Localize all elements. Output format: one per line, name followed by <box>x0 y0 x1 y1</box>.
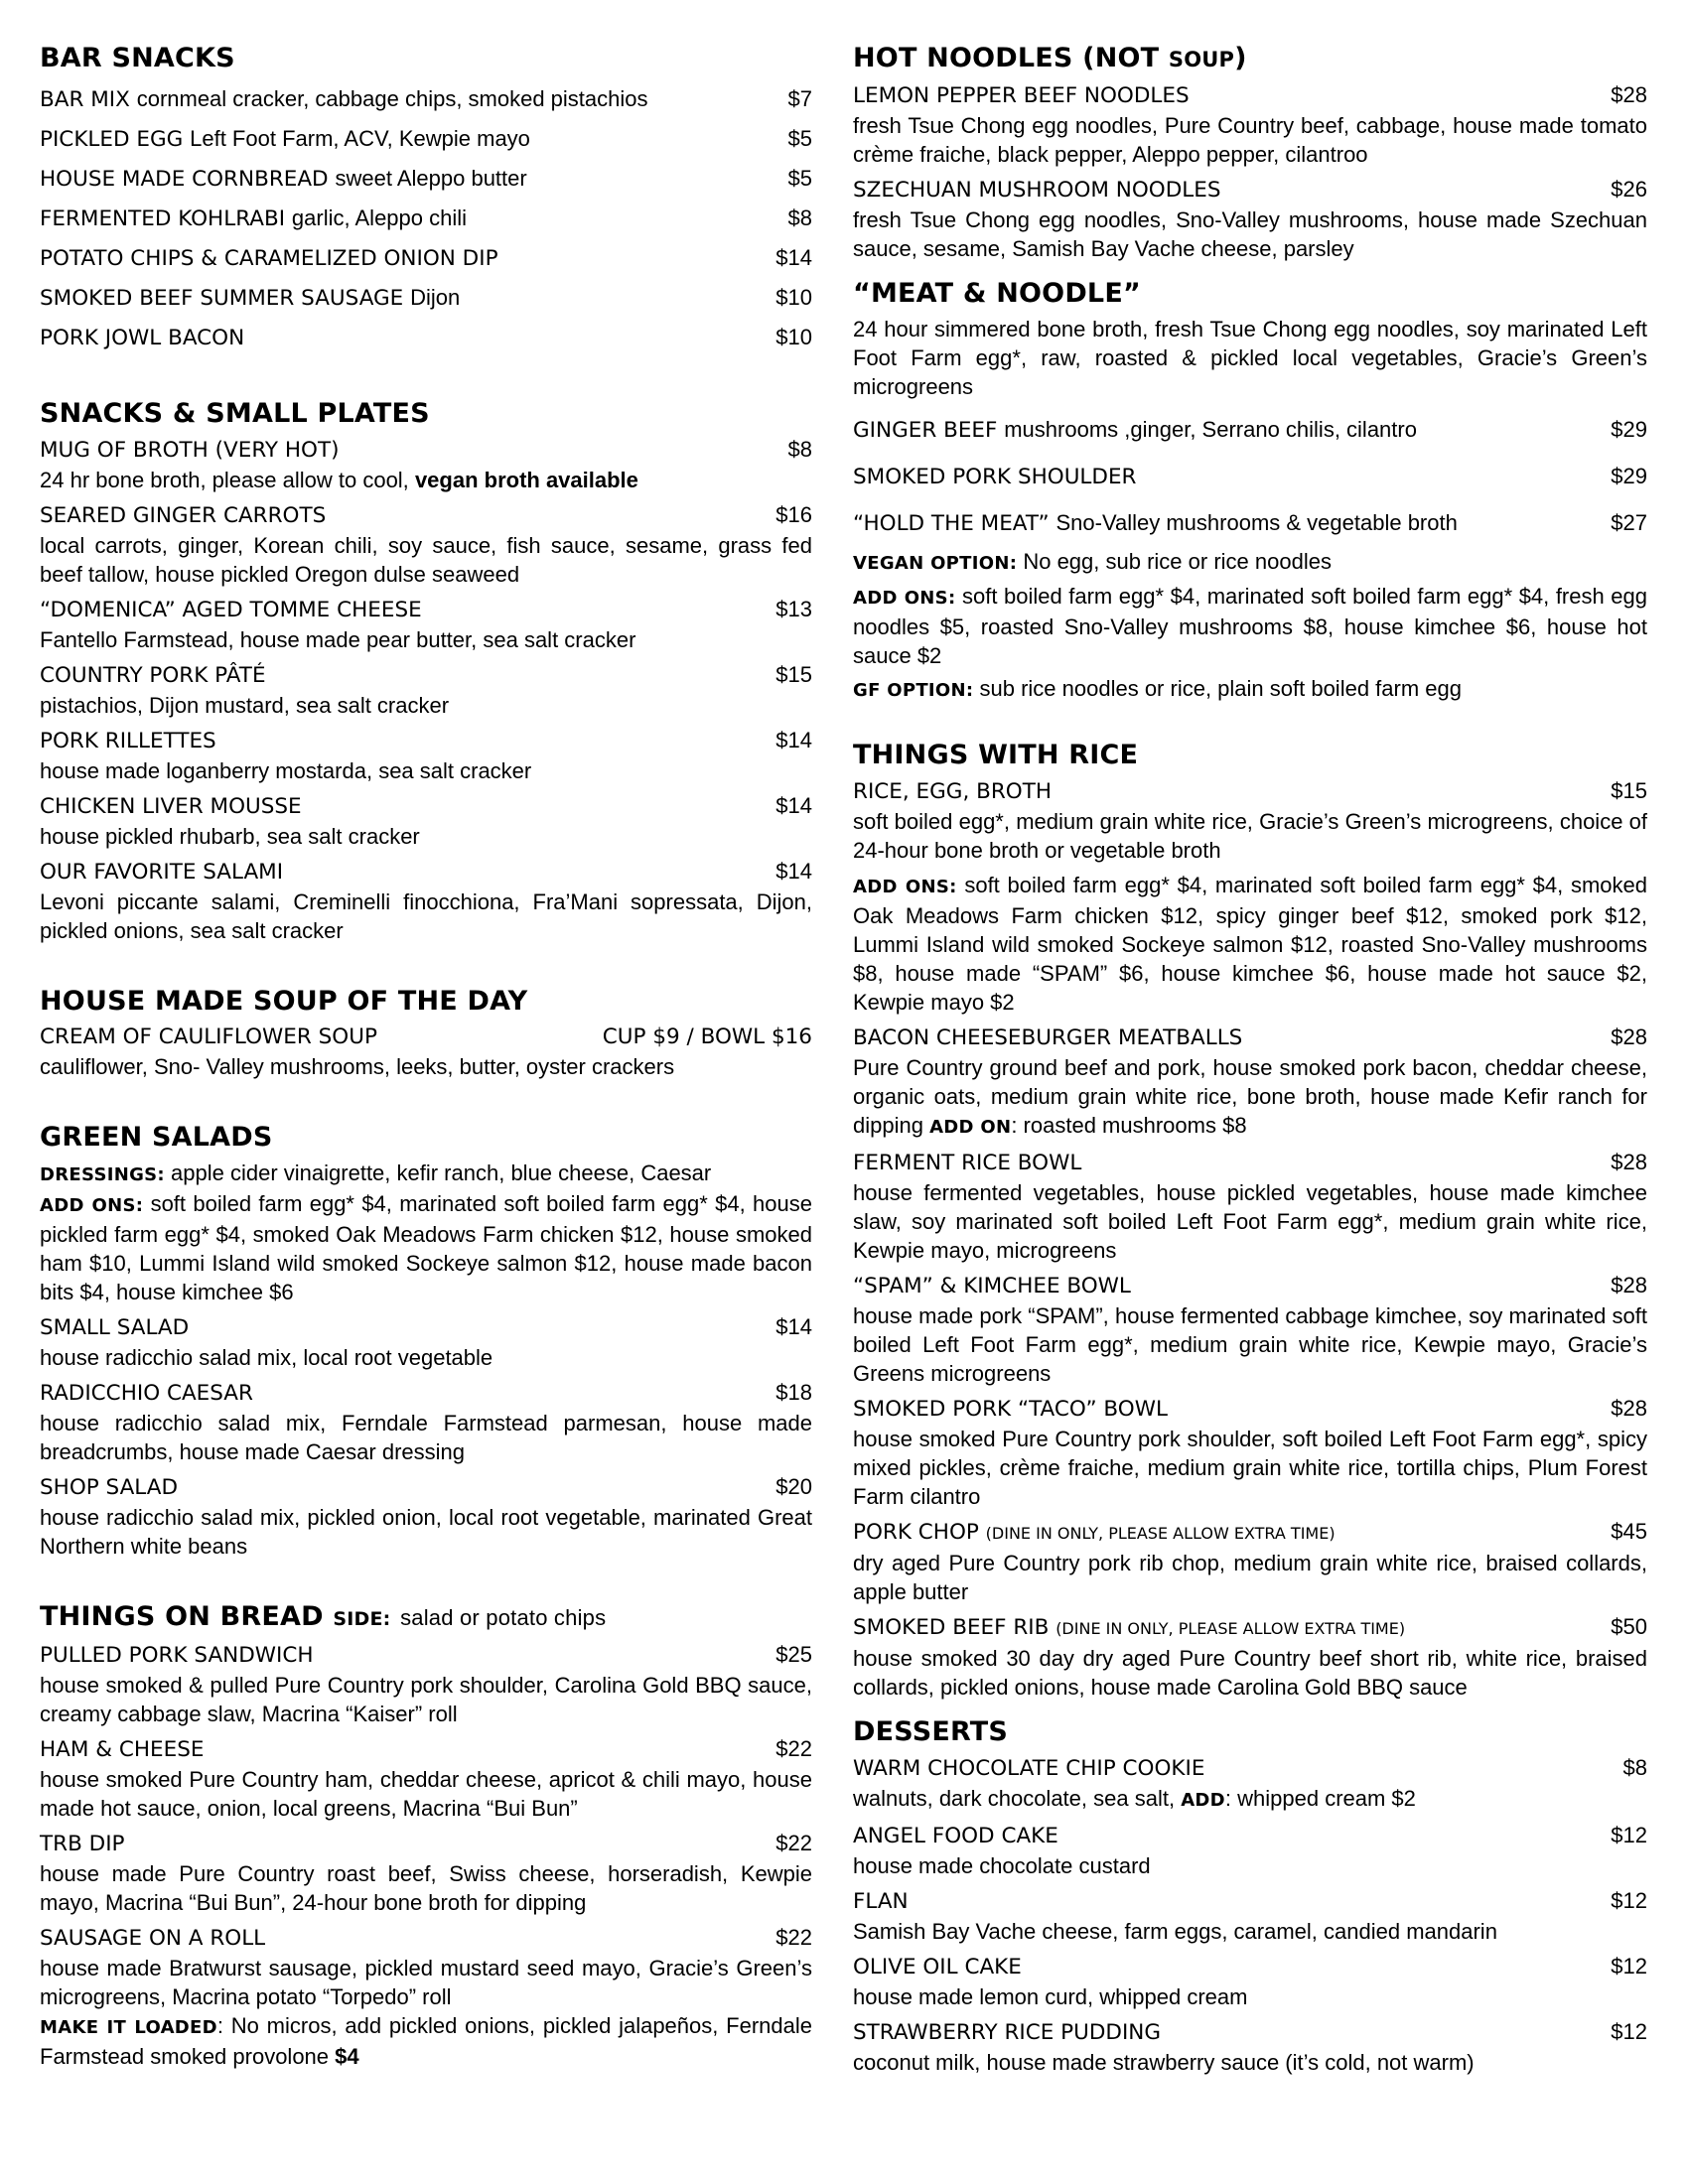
item-desc: Fantello Farmstead, house made pear butter, sea salt cracker <box>40 627 636 652</box>
bar-snacks-list <box>40 79 812 357</box>
hot-noodles-title: HOT NOODLES (NOT <box>853 43 1169 73</box>
item-name: MUG OF BROTH (VERY HOT) <box>40 438 340 463</box>
item-name: BACON CHEESEBURGER MEATBALLS <box>853 1025 1243 1050</box>
item-name: FERMENTED KOHLRABI <box>40 206 286 231</box>
menu-item <box>40 238 812 278</box>
left-column <box>40 42 812 2071</box>
vegan-text: No egg, sub rice or rice noodles <box>1023 549 1332 574</box>
item-desc: soft boiled egg*, medium grain white rice, Gracie’s Green’s microgreens, choice of 24-hour bone broth or vegetable broth <box>853 809 1647 863</box>
item-name: CREAM OF CAULIFLOWER SOUP <box>40 1024 377 1049</box>
item-price: $22 <box>775 1925 812 1950</box>
item-price: $29 <box>1611 417 1647 442</box>
menu-item <box>853 1821 1647 1880</box>
item-name: WARM CHOCOLATE CHIP COOKIE <box>853 1756 1205 1781</box>
menu-item <box>40 726 812 785</box>
menu-item <box>40 435 812 494</box>
item-desc-bold: vegan broth available <box>414 468 638 492</box>
loaded-text: : No micros, add pickled onions, pickled jalapeños, Ferndale Farmstead smoked provolone <box>40 2013 812 2069</box>
item-name: RADICCHIO CAESAR <box>40 1381 253 1406</box>
add-on-text: : roasted mushrooms $8 <box>1011 1113 1247 1138</box>
item-name: “DOMENICA” AGED TOMME CHEESE <box>40 598 422 622</box>
item-price: $25 <box>775 1642 812 1667</box>
item-name: SMALL SALAD <box>40 1315 190 1340</box>
item-name: FLAN <box>853 1889 909 1914</box>
item-desc: Dijon <box>410 285 461 310</box>
item-desc: coconut milk, house made strawberry sauce (it’s cold, not warm) <box>853 2050 1475 2075</box>
item-price: $16 <box>775 502 812 527</box>
item-desc: sweet Aleppo butter <box>335 166 527 191</box>
item-price: $20 <box>775 1474 812 1499</box>
hot-noodles-title-end: ) <box>1234 43 1247 73</box>
dressings-text: apple cider vinaigrette, kefir ranch, blue cheese, Caesar <box>171 1160 712 1185</box>
item-desc: Sno-Valley mushrooms & vegetable broth <box>1055 510 1458 535</box>
section-title-hot-noodles <box>853 42 1647 76</box>
menu-item <box>853 1886 1647 1946</box>
addons-note <box>40 1189 812 1306</box>
item-price: $45 <box>1611 1519 1647 1544</box>
item-name: PICKLED EGG <box>40 127 184 152</box>
menu-item <box>40 1312 812 1372</box>
item-name: PORK CHOP <box>853 1520 979 1545</box>
addons-note <box>853 582 1647 670</box>
menu-item <box>40 318 812 357</box>
item-price: $15 <box>1611 778 1647 803</box>
item-name: SMOKED BEEF SUMMER SAUSAGE <box>40 286 404 311</box>
item-price: $7 <box>787 86 812 111</box>
item-desc: house made loganberry mostarda, sea salt cracker <box>40 758 532 783</box>
item-name: SHOP SALAD <box>40 1475 179 1500</box>
item-price: $22 <box>775 1831 812 1855</box>
bread-title: THINGS ON BREAD <box>40 1601 324 1632</box>
item-name: FERMENT RICE BOWL <box>853 1151 1082 1175</box>
item-note: (DINE IN ONLY, PLEASE ALLOW EXTRA TIME) <box>1055 1619 1406 1638</box>
item-desc: pistachios, Dijon mustard, sea salt cracker <box>40 693 450 718</box>
item-price: $12 <box>1611 1823 1647 1847</box>
item-price: $10 <box>775 325 812 349</box>
item-desc: house pickled rhubarb, sea salt cracker <box>40 824 420 849</box>
item-desc: house radicchio salad mix, pickled onion, local root vegetable, marinated Great Northern white beans <box>40 1505 812 1559</box>
item-price: $28 <box>1611 1396 1647 1421</box>
hot-noodles-title-small: SOUP <box>1168 48 1235 71</box>
item-name: OUR FAVORITE SALAMI <box>40 860 284 885</box>
item-price: $14 <box>775 245 812 270</box>
item-name: TRB DIP <box>40 1832 125 1856</box>
menu-item <box>853 1612 1647 1702</box>
addons-text: soft boiled farm egg* $4, marinated soft boiled farm egg* $4, smoked Oak Meadows Farm chicken $12, spicy ginger beef $12, smoked pork $12, Lummi Island wild smoked Sockeye salmon $12, roasted Sno-Valley mushrooms $8, house made “SPAM” $6, house kimchee $6, house made hot sauce $2, Kewpie mayo $2 <box>853 873 1647 1015</box>
menu-item <box>40 79 812 119</box>
menu-item <box>40 1734 812 1823</box>
item-price: $8 <box>1622 1755 1647 1780</box>
item-desc: house made Pure Country roast beef, Swiss cheese, horseradish, Kewpie mayo, Macrina “Bui Bun”, 24-hour bone broth for dipping <box>40 1861 812 1915</box>
menu-item <box>40 791 812 851</box>
item-price: $28 <box>1611 1150 1647 1174</box>
addons-text: soft boiled farm egg* $4, marinated soft boiled farm egg* $4, house pickled farm egg* $4, smoked Oak Meadows Farm chicken $12, house smoked ham $10, Lummi Island wild smoked Sockeye salmon $12, house made bacon bits $4, house kimchee $6 <box>40 1191 812 1304</box>
item-price: $22 <box>775 1736 812 1761</box>
item-name: SMOKED BEEF RIB <box>853 1615 1050 1640</box>
item-desc: house smoked Pure Country pork shoulder, soft boiled Left Foot Farm egg*, spicy mixed pickles, crème fraiche, medium grain white rice, tortilla chips, Plum Forest Farm cilantro <box>853 1427 1647 1509</box>
item-desc: Left Foot Farm, ACV, Kewpie mayo <box>190 126 530 151</box>
item-desc: house made Bratwurst sausage, pickled mustard seed mayo, Gracie’s Green’s microgreens, Macrina potato “Torpedo” roll <box>40 1956 812 2009</box>
item-name: SZECHUAN MUSHROOM NOODLES <box>853 178 1221 203</box>
menu-item <box>853 2017 1647 2077</box>
item-name: PULLED PORK SANDWICH <box>40 1643 314 1668</box>
item-desc: house made chocolate custard <box>853 1853 1151 1878</box>
menu-item <box>40 1829 812 1917</box>
item-desc: dry aged Pure Country pork rib chop, medium grain white rice, braised collards, apple butter <box>853 1551 1647 1604</box>
item-price: CUP $9 / BOWL $16 <box>602 1024 812 1049</box>
menu-item <box>853 1394 1647 1511</box>
item-name: SMOKED PORK SHOULDER <box>853 465 1137 489</box>
menu-item <box>40 119 812 159</box>
item-name: “SPAM” & KIMCHEE BOWL <box>853 1274 1131 1298</box>
item-desc: cornmeal cracker, cabbage chips, smoked pistachios <box>136 86 648 111</box>
item-desc: house fermented vegetables, house pickled vegetables, house made kimchee slaw, soy marinated soft boiled Left Foot Farm egg*, medium grain white rice, Kewpie mayo, microgreens <box>853 1180 1647 1263</box>
add-label: ADD <box>1181 1790 1225 1811</box>
item-price: $28 <box>1611 82 1647 107</box>
item-price: $5 <box>787 166 812 191</box>
menu-item <box>853 500 1647 547</box>
item-price: $26 <box>1611 177 1647 202</box>
menu-item <box>40 595 812 654</box>
menu-item <box>853 776 1647 865</box>
item-price: $14 <box>775 728 812 752</box>
item-price: $10 <box>775 285 812 310</box>
section-title-small-plates: SNACKS & SMALL PLATES <box>40 398 430 429</box>
item-note: (DINE IN ONLY, PLEASE ALLOW EXTRA TIME) <box>985 1524 1336 1543</box>
menu-item <box>853 1952 1647 2011</box>
menu-item <box>40 1923 812 2011</box>
item-price: $12 <box>1611 2019 1647 2044</box>
item-desc: fresh Tsue Chong egg noodles, Pure Country beef, cabbage, house made tomato crème fraiche, black pepper, Aleppo pepper, cilantroo <box>853 113 1647 167</box>
item-desc: mushrooms ,ginger, Serrano chilis, cilantro <box>1004 417 1417 442</box>
menu-item <box>40 199 812 238</box>
menu-item <box>853 175 1647 263</box>
addons-note <box>853 871 1647 1017</box>
item-desc: Levoni piccante salami, Creminelli finocchiona, Fra’Mani sopressata, Dijon, pickled onions, sea salt cracker <box>40 889 812 943</box>
item-price: $12 <box>1611 1954 1647 1979</box>
item-desc: house radicchio salad mix, Ferndale Farmstead parmesan, house made breadcrumbs, house made Caesar dressing <box>40 1411 812 1464</box>
menu-item <box>40 159 812 199</box>
section-title-rice: THINGS WITH RICE <box>853 740 1139 770</box>
dressings-label: DRESSINGS: <box>40 1164 165 1185</box>
item-desc: walnuts, dark chocolate, sea salt, <box>853 1786 1176 1811</box>
item-name: PORK RILLETTES <box>40 729 216 753</box>
item-name: STRAWBERRY RICE PUDDING <box>853 2020 1162 2045</box>
item-name: OLIVE OIL CAKE <box>853 1955 1022 1979</box>
menu-item <box>40 660 812 720</box>
item-name: BAR MIX <box>40 87 130 112</box>
item-name: LEMON PEPPER BEEF NOODLES <box>853 83 1190 108</box>
item-desc: house radicchio salad mix, local root vegetable <box>40 1345 493 1370</box>
item-desc: Samish Bay Vache cheese, farm eggs, caramel, candied mandarin <box>853 1919 1497 1944</box>
loaded-label: MAKE IT LOADED <box>40 2017 217 2038</box>
menu-item <box>853 1517 1647 1606</box>
item-name: COUNTRY PORK PÂTÉ <box>40 663 266 688</box>
gf-label: GF OPTION: <box>853 680 974 701</box>
menu-item <box>40 1378 812 1466</box>
item-name: “HOLD THE MEAT” <box>853 511 1050 536</box>
item-price: $14 <box>775 859 812 884</box>
item-desc: Pure Country ground beef and pork, house smoked pork bacon, cheddar cheese, organic oats, medium grain white rice, bone broth, house made Kefir ranch for dipping <box>853 1055 1647 1138</box>
item-name: HOUSE MADE CORNBREAD <box>40 167 329 192</box>
section-title-salads: GREEN SALADS <box>40 1122 273 1153</box>
item-name: PORK JOWL BACON <box>40 326 245 350</box>
add-text: : whipped cream $2 <box>1224 1786 1416 1811</box>
item-price: $13 <box>775 597 812 621</box>
menu-item <box>853 1271 1647 1388</box>
menu-item <box>40 857 812 945</box>
item-name: RICE, EGG, BROTH <box>853 779 1053 804</box>
menu-item <box>40 278 812 318</box>
item-desc: 24 hr bone broth, please allow to cool, <box>40 468 409 492</box>
item-desc: house smoked Pure Country ham, cheddar cheese, apricot & chili mayo, house made hot sauce, onion, local greens, Macrina “Bui Bun” <box>40 1767 812 1821</box>
addons-label: ADD ONS: <box>40 1195 144 1216</box>
item-name: ANGEL FOOD CAKE <box>853 1824 1058 1848</box>
item-name: GINGER BEEF <box>853 418 998 443</box>
addons-label: ADD ONS: <box>853 588 956 609</box>
item-desc: garlic, Aleppo chili <box>291 205 468 230</box>
item-price: $14 <box>775 1314 812 1339</box>
menu-item <box>853 454 1647 500</box>
item-price: $50 <box>1611 1614 1647 1639</box>
menu-item <box>40 1023 812 1081</box>
menu-item <box>40 1640 812 1728</box>
right-column <box>853 42 1647 2083</box>
menu-item <box>40 500 812 589</box>
item-price: $18 <box>775 1380 812 1405</box>
item-desc: house smoked & pulled Pure Country pork shoulder, Carolina Gold BBQ sauce, creamy cabbage slaw, Macrina “Kaiser” roll <box>40 1673 812 1726</box>
section-title-bar-snacks: BAR SNACKS <box>40 43 235 73</box>
item-desc: fresh Tsue Chong egg noodles, Sno-Valley mushrooms, house made Szechuan sauce, sesame, Samish Bay Vache cheese, parsley <box>853 207 1647 261</box>
gf-text: sub rice noodles or rice, plain soft boiled farm egg <box>979 676 1462 701</box>
item-price: $8 <box>787 437 812 462</box>
item-price: $28 <box>1611 1024 1647 1049</box>
item-desc: cauliflower, Sno- Valley mushrooms, leeks, butter, oyster crackers <box>40 1054 675 1079</box>
meat-noodle-desc: 24 hour simmered bone broth, fresh Tsue Chong egg noodles, soy marinated Left Foot Farm egg*, raw, roasted & pickled local vegetables, Gracie’s Green’s microgreens <box>853 317 1647 399</box>
addons-label: ADD ONS: <box>853 877 957 897</box>
menu-item <box>853 1023 1647 1142</box>
item-price: $8 <box>787 205 812 230</box>
vegan-option-note <box>853 547 1647 578</box>
item-desc: local carrots, ginger, Korean chili, soy sauce, fish sauce, sesame, grass fed beef tallow, house pickled Oregon dulse seaweed <box>40 533 812 587</box>
side-text: salad or potato chips <box>400 1605 607 1630</box>
item-desc: house made pork “SPAM”, house fermented cabbage kimchee, soy marinated soft boiled Left Foot Farm egg*, medium grain white rice, Kewpie mayo, Gracie’s Greens microgreens <box>853 1303 1647 1386</box>
dressings-note <box>40 1159 812 1189</box>
addons-text: soft boiled farm egg* $4, marinated soft boiled farm egg* $4, fresh egg noodles $5, roasted Sno-Valley mushrooms $8, house kimchee $6, house hot sauce $2 <box>853 584 1647 668</box>
item-price: $28 <box>1611 1273 1647 1297</box>
item-price: $5 <box>787 126 812 151</box>
item-name: SMOKED PORK “TACO” BOWL <box>853 1397 1168 1422</box>
section-title-bread <box>40 1600 812 1636</box>
item-price: $29 <box>1611 464 1647 488</box>
add-on-label: ADD ON <box>929 1117 1012 1138</box>
item-price: $15 <box>775 662 812 687</box>
item-price: $14 <box>775 793 812 818</box>
item-name: SAUSAGE ON A ROLL <box>40 1926 266 1951</box>
item-price: $27 <box>1611 510 1647 535</box>
item-price: $12 <box>1611 1888 1647 1913</box>
side-label: SIDE: <box>333 1608 391 1630</box>
menu-item <box>853 1753 1647 1815</box>
section-title-soup: HOUSE MADE SOUP OF THE DAY <box>40 986 528 1017</box>
make-it-loaded-note <box>40 2011 812 2071</box>
item-desc: house smoked 30 day dry aged Pure Country beef short rib, white rice, braised collards, pickled onions, house made Carolina Gold BBQ sauce <box>853 1646 1647 1700</box>
item-name: CHICKEN LIVER MOUSSE <box>40 794 302 819</box>
item-name: SEARED GINGER CARROTS <box>40 503 327 528</box>
gf-option-note <box>853 674 1647 705</box>
item-desc: house made lemon curd, whipped cream <box>853 1984 1248 2009</box>
menu-item <box>853 80 1647 169</box>
loaded-price: $4 <box>335 2044 359 2069</box>
section-title-meat-noodle: “MEAT & NOODLE” <box>853 278 1141 309</box>
menu-item <box>853 407 1647 454</box>
item-name: HAM & CHEESE <box>40 1737 205 1762</box>
vegan-label: VEGAN OPTION: <box>853 553 1018 574</box>
section-title-desserts: DESSERTS <box>853 1716 1009 1747</box>
item-name: POTATO CHIPS & CARAMELIZED ONION DIP <box>40 246 498 271</box>
menu-item <box>853 1148 1647 1265</box>
menu-item <box>40 1472 812 1561</box>
